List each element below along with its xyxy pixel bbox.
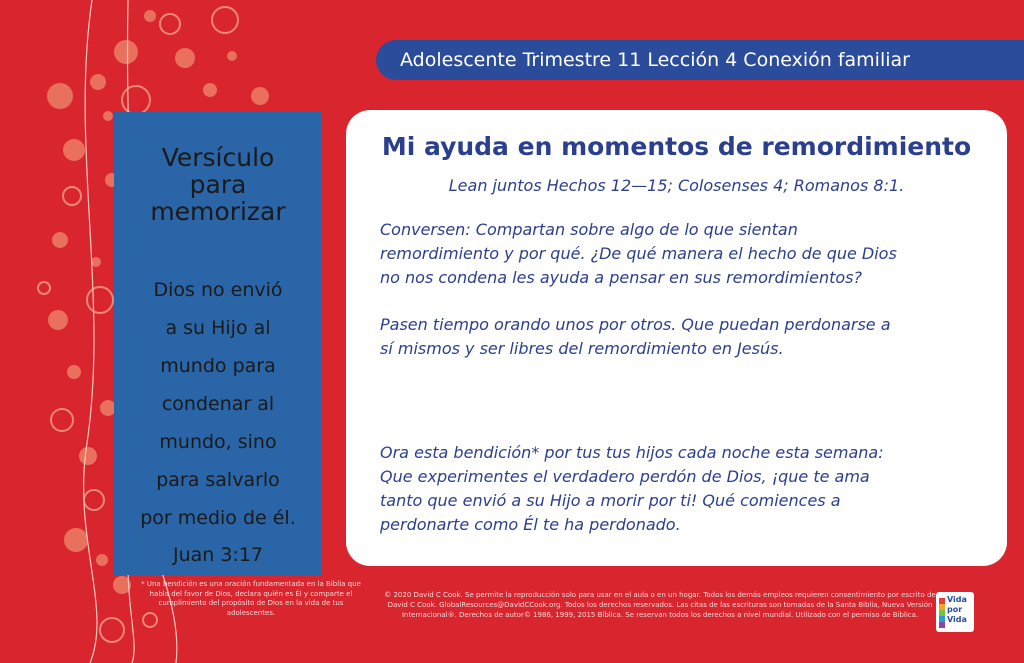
paragraph-line: sí mismos y ser libres del remordimiento en Jesús. [380,339,784,358]
card-subtitle: Lean juntos Hechos 12—15; Colosenses 4; Romanos 8:1. [448,176,905,195]
memory-title-line: Versículo [161,143,275,172]
paragraph-line: Que experimentes el verdadero perdón de Dios, ¡que te ama [380,467,870,486]
verse-line: mundo, sino [159,431,277,453]
paragraph-line: Pasen tiempo orando unos por otros. Que puedan perdonarse a [380,315,891,334]
header-band [376,40,1024,80]
blessing-paragraph [380,441,990,537]
vida-por-vida-logo [936,592,974,632]
memory-verse-title [114,144,322,225]
memory-title-line: memorizar [150,197,286,226]
card-title: Mi ayuda en momentos de remordimiento [381,132,972,161]
logo-stripes-icon [939,598,945,628]
logo-line: Vida [947,615,967,624]
paragraph-line: Ora esta bendición* por tus tus hijos cada noche esta semana: [380,443,884,462]
verse-line: Dios no envió [153,279,283,301]
logo-line: por [947,605,963,614]
memory-verse-panel [114,112,322,575]
paragraph-line: tanto que envió a su Hijo a morir por ti! Qué comiences a [380,491,841,510]
header-title: Adolescente Trimestre 11 Lección 4 Conexión familiar [400,49,910,71]
paragraph-line: no nos condena les ayuda a pensar en sus remordimientos? [380,268,862,287]
verse-line: para salvarlo [156,469,280,491]
conversation-paragraph [380,218,990,290]
logo-text [947,595,967,625]
logo-line: Vida [947,595,967,604]
prayer-paragraph [380,313,990,361]
copyright-notice: © 2020 David C Cook. Se permite la reproducción solo para usar en el aula o en un hogar. Todos los demás empleos requieren consentimiento por escrito de David C Cook. GlobalResources@DavidCCook.org. Todos los derechos reservados. Las citas de las escrituras son tomadas de la Santa Biblia, Nueva Versión Internacional®. Derechos de autor© 1986, 1999, 2015 Bíblica. Se reservan todos los derechos a nivel mundial. Utilizado con el permiso de Bíblica. [384,591,936,619]
paragraph-line: Conversen: Compartan sobre algo de lo que sientan [380,220,798,239]
paragraph-line: remordimiento y por qué. ¿De qué manera el hecho de que Dios [380,244,897,263]
memory-verse-text [114,271,322,573]
verse-reference: Juan 3:17 [172,544,264,566]
verse-line: por medio de él. [140,507,296,529]
paragraph-line: perdonarte como Él te ha perdonado. [380,515,681,534]
lesson-card [346,110,1007,566]
memory-title-line: para [189,170,247,199]
verse-line: a su Hijo al [165,317,271,339]
verse-line: condenar al [161,393,275,415]
verse-line: mundo para [160,355,276,377]
blessing-footnote: * Una bendición es una oración fundamentada en la Biblia que habla del favor de Dios, declara quién es Él y comparte el cumplimiento del propósito de Dios en la vida de tus adolescentes. [141,580,361,617]
